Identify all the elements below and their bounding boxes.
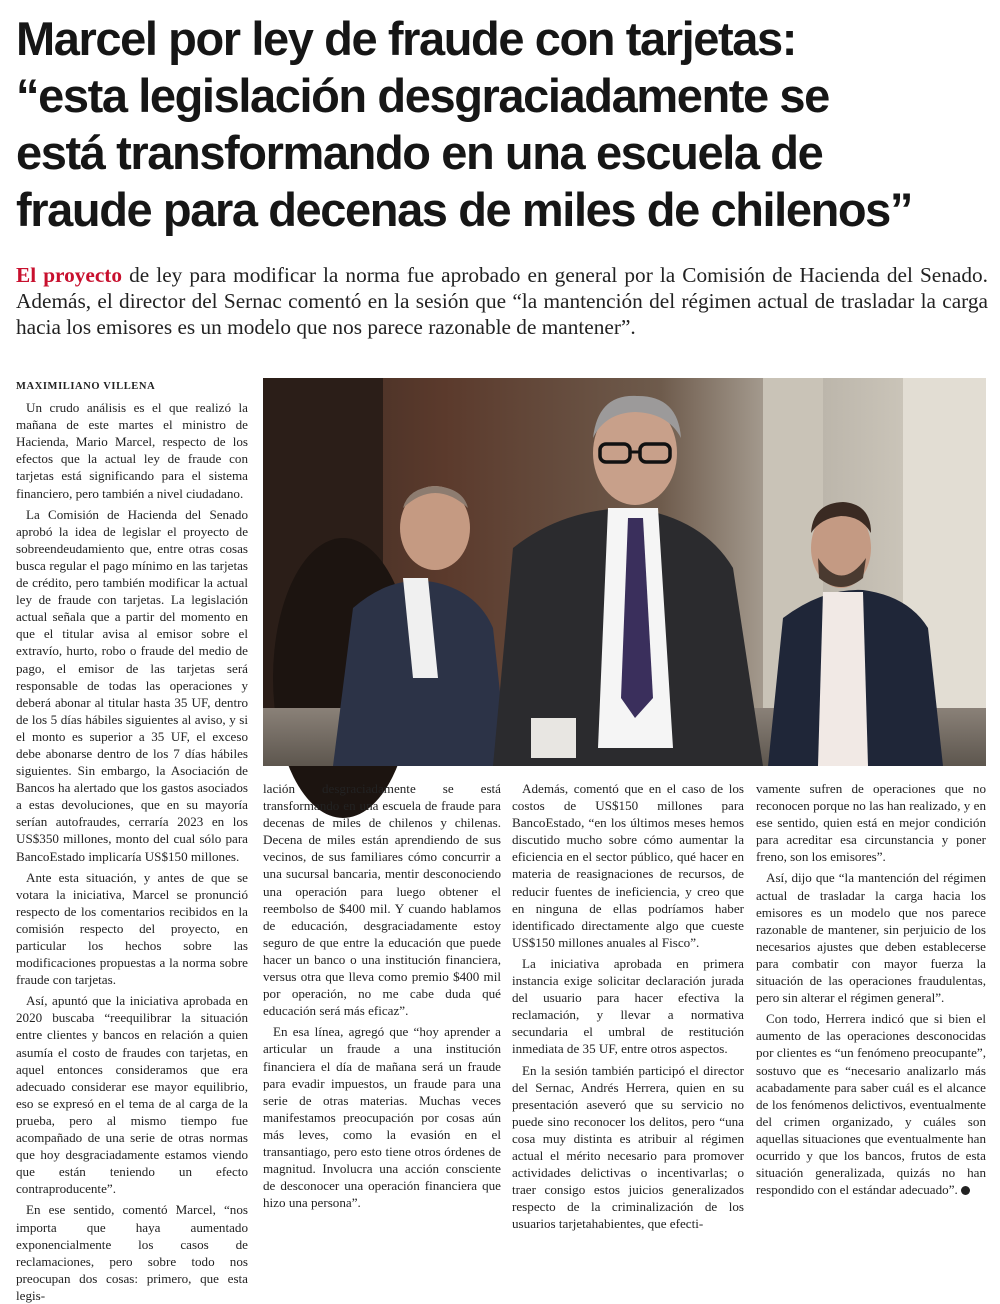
lede-kicker: El proyecto	[16, 263, 123, 287]
headline	[16, 10, 986, 238]
paragraph: Ante esta situación, y antes de que se votara la iniciativa, Marcel se pronunció respecto de los comentarios recibidos en la comisión respecto del proyecto, en particular los hechos sobre las modificaciones propuestas a la norma sobre fraude con tarjetas.	[16, 869, 248, 988]
paragraph: Así, dijo que “la mantención del régimen actual de trasladar la carga hacia los emisores es un modelo que nos parece razonable de mantener, sin perjuicio de los necesarios ajustes que deben establecerse para combatir con mayor fuerza la situación de las operaciones fraudulentas, pero sin alterar el régimen general”.	[756, 870, 986, 1006]
headline-line: “esta legislación desgraciadamente se	[16, 69, 829, 122]
news-photo	[263, 378, 986, 766]
column-3	[512, 780, 744, 1232]
end-mark-icon	[961, 1186, 970, 1195]
headline-line: Marcel por ley de fraude con tarjetas:	[16, 12, 797, 65]
paragraph: En la sesión también participó el director del Sernac, Andrés Herrera, quien en su presentación aseveró que su servicio no puede sino reconocer los delitos, pero “una cosa muy distinta es atribuir al régimen actual el mérito necesario para promover actividades delictivas o incentivarlas; o traer consigo estos juicios generalizados respecto de la criminalización de los usuarios tarjetahabientes, que efecti-	[512, 1062, 744, 1232]
paragraph: Así, apuntó que la iniciativa aprobada en 2020 buscaba “reequilibrar la situación entre clientes y bancos en relación a quien asumía el costo de fraudes con tarjetas, en aquel entonces consideramos que era adecuado considerar ese mayor equilibrio, eso se expresó en el tema de al carga de la prueba, pero al mismo tiempo fue acompañado de una serie de otras normas que hoy desgraciadamente estamos viendo que están teniendo un efecto contraproducente”.	[16, 993, 248, 1197]
headline-line: fraude para decenas de miles de chilenos”	[16, 183, 913, 236]
headline-line: está transformando en una escuela de	[16, 126, 823, 179]
paragraph: Además, comentó que en el caso de los costos de US$150 millones para BancoEstado, “en los últimos meses hemos discutido mucho sobre cómo aumentar la eficiencia en el sector público, qué hacer en materia de reasignaciones de recursos, de reducir fuentes de ineficiencia, y creo que en ninguna de ellas podríamos haber identificado directamente algo que cueste US$150 millones anuales al Fisco”.	[512, 781, 744, 950]
byline: MAXIMILIANO VILLENA	[16, 381, 156, 392]
column-4	[756, 780, 986, 1198]
paragraph	[756, 1010, 986, 1198]
paragraph: La Comisión de Hacienda del Senado aprobó la idea de legislar el proyecto de sobreendeudamiento que, entre otras cosas busca regular el pago mínimo en las tarjetas de crédito, pero también modificar la actual ley de fraude con tarjetas. La legislación actual señala que a partir del momento en que el titular avisa al emisor sobre el extravío, hurto, robo o fraude del medio de pago, el emisor de las tarjetas será responsable de todas las operaciones y deberá abonar al titular hasta 35 UF, dentro de los 5 días hábiles siguientes al aviso, y si el monto es superior a 35 UF, el exceso debe abonarse dentro de los 7 días hábiles siguientes. Sin embargo, la Asociación de Bancos ha alertado que los gastos asociados a estas devoluciones, que en su mayoría serían autofraudes, cerraría 2023 en los US$350 millones, monto del cual sólo para BancoEstado implicaría US$150 millones.	[16, 506, 248, 864]
paragraph: vamente sufren de operaciones que no reconocen porque no las han realizado, y en ese sentido, quien está en mejor condición para acreditar esa circunstancia y poner freno, son los emisores”.	[756, 781, 986, 865]
paragraph-text: Con todo, Herrera indicó que si bien el aumento de las operaciones desconocidas por clientes es “un fenómeno preocupante”, sostuvo que es “necesario analizarlo más acabadamente para saber cuál es el alcance de los fenómenos delictivos, eventualmente del crimen organizado, y cuáles son aquellas situaciones que eventualmente han ocurrido y que los bancos, frutos de esta situación generalizada, quizás no han respondido con el estándar adecuado”.	[756, 1011, 986, 1198]
paragraph: Un crudo análisis es el que realizó la mañana de este martes el ministro de Hacienda, Mario Marcel, respecto de los efectos que la actual ley de fraude con tarjetas está significando para el sistema financiero, pero también a nivel ciudadano.	[16, 400, 248, 501]
paragraph: En ese sentido, comentó Marcel, “nos importa que haya aumentado exponencialmente los casos de reclamaciones, pero sobre todo nos preocupan dos cosas: primero, que esta legis-	[16, 1202, 248, 1303]
photo-illustration	[263, 378, 986, 766]
lede-text: de ley para modificar la norma fue aprobado en general por la Comisión de Hacienda del Senado. Además, el director del Sernac comentó en la sesión que “la mantención del régimen actual de trasladar la carga hacia los emisores es un modelo que nos parece razonable de mantener”.	[16, 263, 988, 339]
column-2	[263, 780, 501, 1211]
column-1	[16, 378, 248, 1303]
lede	[16, 262, 988, 340]
paragraph: La iniciativa aprobada en primera instancia exige solicitar declaración jurada del usuario para hacer efectiva la reclamación, y llevar a normativa secundaria el umbral de restitución inmediata de 35 UF, entre otros aspectos.	[512, 955, 744, 1057]
paragraph: En esa línea, agregó que “hoy aprender a articular un fraude a una institución financiera el día de mañana será un fraude para evadir impuestos, un fraude para una serie de otras materias. Muchas veces manifestamos preocupación por cosas aún más leves, como la evasión en el transantiago, pero esto tiene otros órdenes de magnitud. Involucra una acción consciente de desconocer una operación financiera que hizo una persona”.	[263, 1024, 501, 1211]
paragraph: lación desgraciadamente se está transformando en una escuela de fraude para decenas de miles de chilenos y chilenas. Decena de miles están aprendiendo de sus vecinos, de sus familiares cómo concurrir a una sucursal bancaria, mentir desconociendo una operación para luego obtener el reembolso de $400 mil. Y cuando hablamos de educación, desgraciadamente estoy seguro de que entre la educación que puede hacer un banco o una institución financiera, versus otra que lleva como premio $400 mil por operación, no me cabe duda qué educación será más eficaz”.	[263, 781, 501, 1019]
